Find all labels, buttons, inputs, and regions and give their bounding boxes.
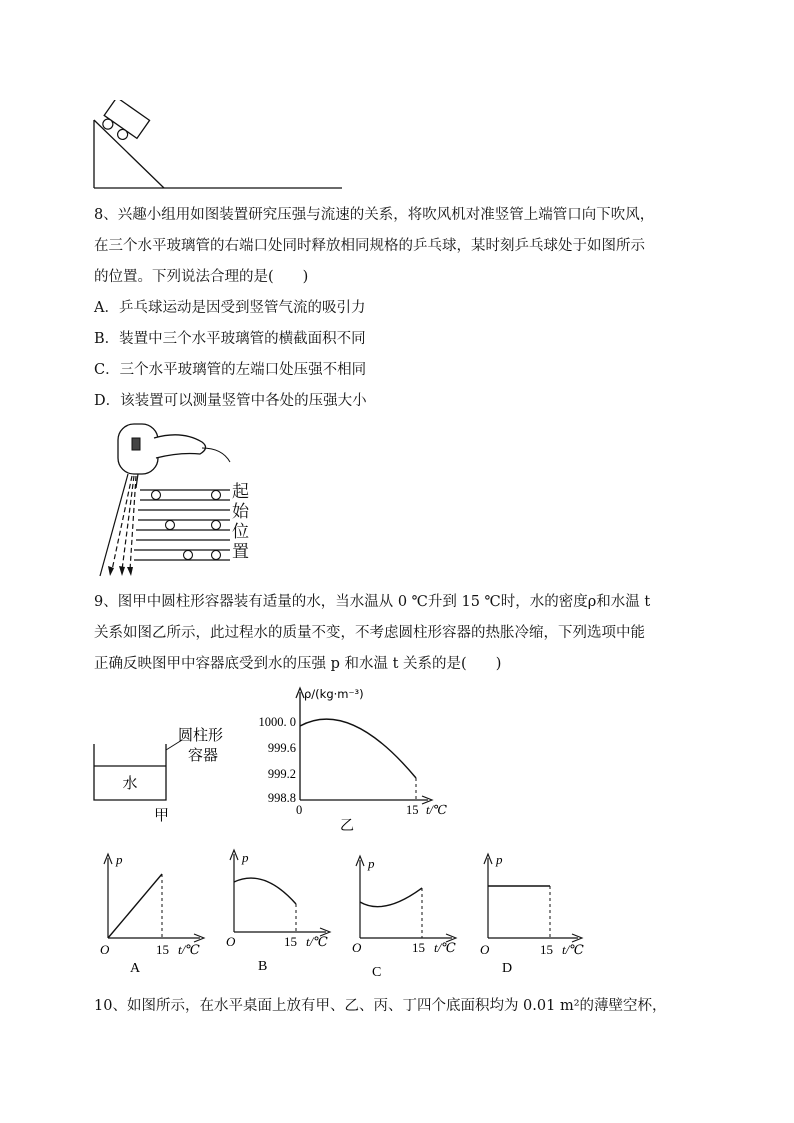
label-char: 起 xyxy=(232,482,249,502)
label-char: 位 xyxy=(232,522,249,542)
caption-yi: 乙 xyxy=(340,818,354,834)
t-label: t/℃ xyxy=(562,942,584,957)
x-axis-label: t/℃ xyxy=(426,803,447,817)
option-graph-a xyxy=(100,852,204,976)
graph-line xyxy=(108,874,162,938)
container-jia-figure xyxy=(90,722,240,832)
graph-curve xyxy=(360,888,422,907)
incline-figure xyxy=(90,100,350,192)
graph-curve xyxy=(234,878,296,904)
q8-line-2: 在三个水平玻璃管的右端口处同时释放相同规格的乒乓球，某时刻乒乓球处于如图所示 xyxy=(94,238,645,254)
label-char: 始 xyxy=(232,502,249,522)
q9-line-1: 9、图甲中圆柱形容器装有适量的水，当水温从 0 ℃升到 15 ℃时，水的密度ρ和水温 t xyxy=(94,594,651,610)
option-letter: C xyxy=(372,965,382,980)
start-position-label xyxy=(232,482,249,562)
q9-option-graphs xyxy=(94,848,614,980)
ytick-label: 998.8 xyxy=(267,791,296,805)
q9-line-2: 关系如图乙所示，此过程水的质量不变，不考虑圆柱形容器的热胀冷缩，下列选项中能 xyxy=(94,625,645,641)
origin-label: O xyxy=(100,942,110,957)
q8-option-d: D．该装置可以测量竖管中各处的压强大小 xyxy=(94,393,367,409)
xtick-label: 15 xyxy=(412,940,425,955)
water-label: 水 xyxy=(122,774,138,792)
dryer-switch xyxy=(132,438,140,450)
q10-line-1: 10、如图所示，在水平桌面上放有甲、乙、丙、丁四个底面积均为 0.01 m²的薄壁空杯， xyxy=(94,998,667,1014)
t-label: t/℃ xyxy=(434,940,456,955)
caption-jia: 甲 xyxy=(154,806,170,824)
dryer-handle xyxy=(154,435,206,458)
q8-line-1: 8、兴趣小组用如图装置研究压强与流速的关系，将吹风机对准竖管上端管口向下吹风， xyxy=(94,207,655,223)
container-label-2: 容器 xyxy=(188,746,219,764)
t-label: t/℃ xyxy=(306,934,328,949)
option-letter: B xyxy=(258,959,268,974)
origin-label: O xyxy=(480,942,490,957)
t-label: t/℃ xyxy=(178,942,200,957)
q9-line-3: 正确反映图甲中容器底受到水的压强 p 和水温 t 关系的是( ) xyxy=(94,656,502,672)
xtick-label: 15 xyxy=(284,934,297,949)
ping-pong-balls xyxy=(152,491,221,560)
option-letter: A xyxy=(130,961,141,976)
option-graph-c xyxy=(352,856,456,980)
xtick-label: 15 xyxy=(540,942,553,957)
container-label-1: 圆柱形 xyxy=(178,726,224,744)
q8-option-a: A．乒乓球运动是因受到竖管气流的吸引力 xyxy=(94,300,366,316)
cart xyxy=(98,100,149,147)
origin-label: O xyxy=(352,940,362,955)
p-label: p xyxy=(496,852,503,867)
origin-label: O xyxy=(226,934,236,949)
xtick-label-15: 15 xyxy=(406,803,419,817)
p-label: p xyxy=(368,856,375,871)
y-axis-label: ρ/(kg·m⁻³) xyxy=(304,687,364,701)
ytick-label: 999.2 xyxy=(267,767,296,781)
q8-option-b: B．装置中三个水平玻璃管的横截面积不同 xyxy=(94,331,366,347)
label-char: 置 xyxy=(232,542,249,562)
q8-line-3: 的位置。下列说法合理的是( ) xyxy=(94,269,309,285)
ytick-label: 999.6 xyxy=(267,741,296,755)
density-graph-yi xyxy=(240,684,470,834)
option-graph-d xyxy=(480,852,584,976)
option-graph-b xyxy=(226,850,330,974)
p-label: p xyxy=(116,852,123,867)
ytick-label: 1000. 0 xyxy=(258,715,296,729)
p-label: p xyxy=(242,850,249,865)
xtick-label-0: 0 xyxy=(296,803,303,817)
dryer-cord xyxy=(202,448,230,462)
option-letter: D xyxy=(502,961,513,976)
xtick-label: 15 xyxy=(156,942,169,957)
q8-option-c: C．三个水平玻璃管的左端口处压强不相同 xyxy=(94,362,367,378)
density-curve xyxy=(300,719,416,778)
